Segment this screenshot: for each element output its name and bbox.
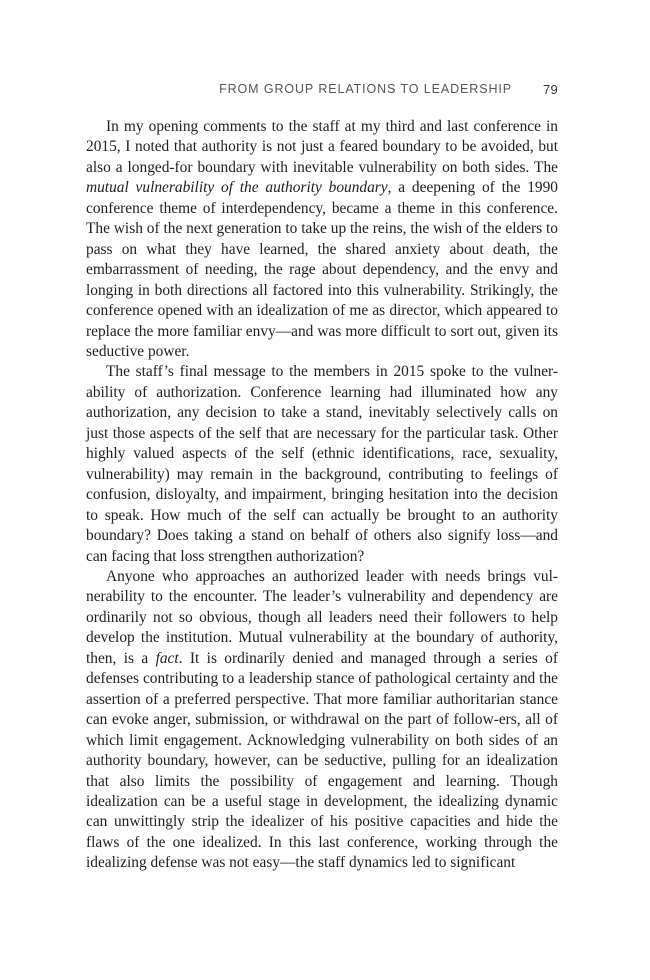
paragraph-3-text-b: . It is ordinarily denied and managed through a series of defenses contributing to a leadership stance of pathological certainty and the assertion of a preferred perspective. That more familiar authoritarian stance can evoke anger, submission, or withdrawal on the part of follow-ers, all of which limit engagement. Acknowledging vulnerability on both sides of an authority boundary, however, can be seductive, pulling for an idealization that also limits the possibility of engagement and learning. Though idealization can be a useful stage in development, the idealizing dynamic can unwittingly strip the idealizer of his positive capacities and hide the flaws of the one idealized. In this last conference, working through the idealizing defense was not easy—the staff dynamics led to significant bbox=[86, 649, 558, 872]
body-text bbox=[86, 117, 558, 874]
paragraph-1 bbox=[86, 117, 558, 362]
running-head bbox=[86, 82, 558, 100]
paragraph-3-text-a: Anyone who approaches an authorized leader with needs brings vul-nerability to the encounter. The leader’s vulnerability and dependency are ordinarily not so obvious, though all leaders need their followers to help develop the institution. Mutual vulnerability at the boundary of authority, then, is a bbox=[86, 567, 558, 667]
running-head-title: FROM GROUP RELATIONS TO LEADERSHIP bbox=[219, 82, 512, 96]
paragraph-2 bbox=[86, 362, 558, 567]
paragraph-2-text: The staff’s final message to the members in 2015 spoke to the vulner-ability of authorization. Conference learning had illuminated how any authorization, any decision to take a stand, inevitably selectively calls on just those aspects of the self that are necessary for the particular task. Other highly valued aspects of the self (ethnic identifications, race, sexuality, vulnerability) may remain in the background, contributing to feelings of confusion, disloyalty, and impairment, bringing hesitation into the decision to speak. How much of the self can actually be brought to an authority boundary? Does taking a stand on behalf of others also signify loss—and can facing that loss strengthen authorization? bbox=[86, 363, 558, 565]
paragraph-3-italic-word: fact bbox=[155, 649, 179, 667]
paragraph-1-italic-phrase: mutual vulnerability of the authority boundary bbox=[86, 179, 388, 197]
page-number: 79 bbox=[542, 82, 558, 97]
paragraph-3 bbox=[86, 567, 558, 874]
paragraph-1-text-a: In my opening comments to the staff at my third and last conference in 2015, I noted that authority is not just a feared boundary to be avoided, but also a longed-for boundary with inevitable vulnerability on both sides. The bbox=[86, 118, 558, 176]
book-page bbox=[86, 0, 558, 980]
paragraph-1-text-b: , a deepening of the 1990 conference theme of interdependency, became a theme in this conference. The wish of the next generation to take up the reins, the wish of the elders to pass on what they have learned, the shared anxiety about death, the embarrassment of needing, the rage about dependency, and the envy and longing in both directions all factored into this vulnerability. Strikingly, the conference opened with an idealization of me as director, which appeared to replace the more familiar envy—and was more difficult to sort out, given its seductive power. bbox=[86, 179, 558, 360]
